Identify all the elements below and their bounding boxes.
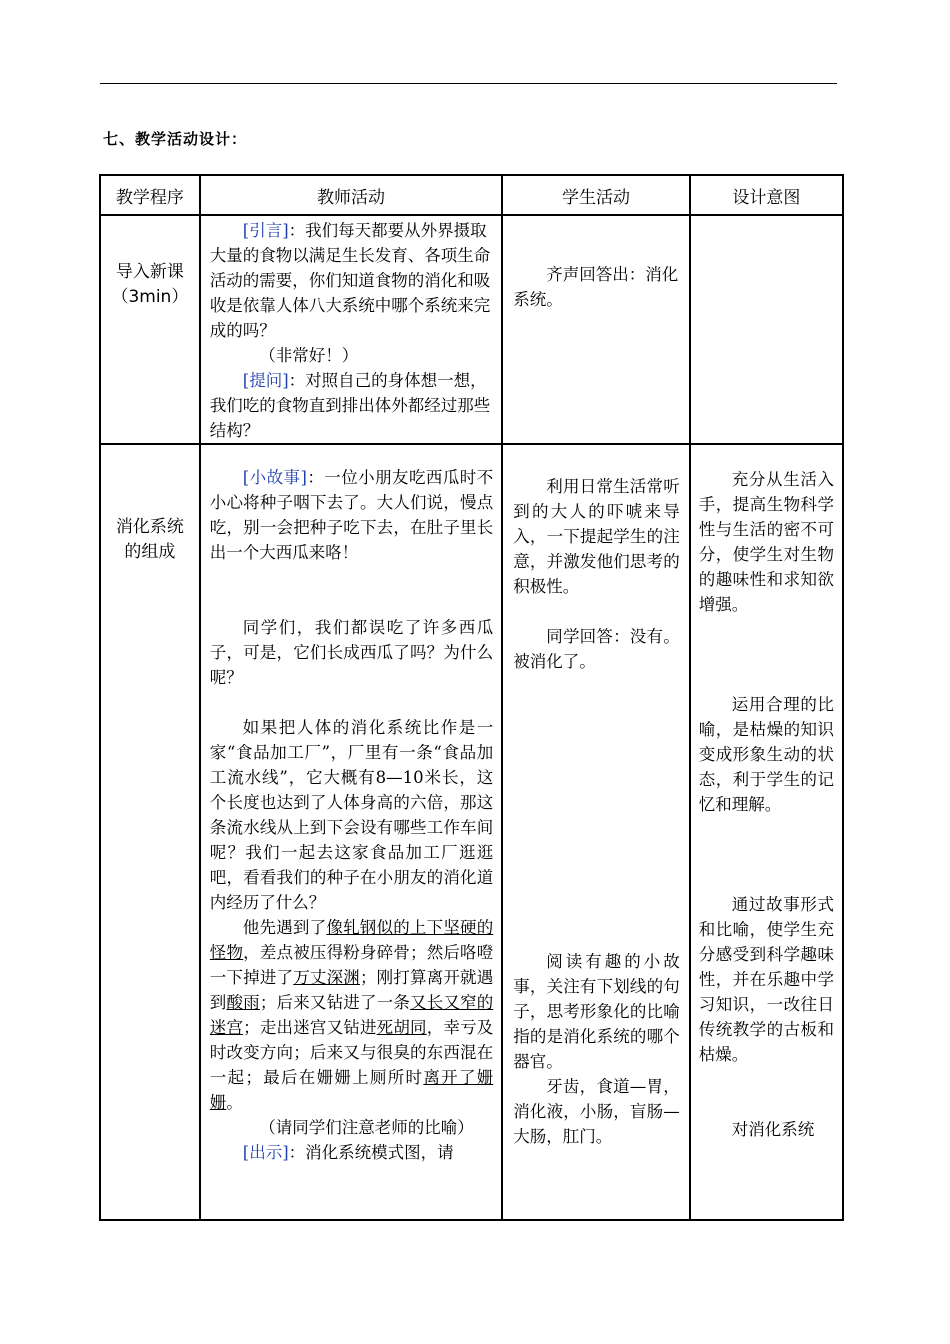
journey-text: ；后来又钻进了一条 — [259, 993, 411, 1012]
stage-duration: （3min） — [111, 287, 189, 307]
stage-cell-composition — [100, 444, 200, 1220]
design-note-3: 通过故事形式和比喻，使学生充分感受到科学趣味性，并在乐趣中学习知识，一改往日传统教学的古板和枯燥。 — [698, 895, 834, 1064]
teacher-activity-cell — [200, 444, 502, 1220]
note-text: （请同学们注意老师的比喻） — [259, 1118, 474, 1137]
show-paragraph — [210, 1140, 493, 1165]
design-note-4: 对消化系统 — [731, 1120, 815, 1139]
design-note-1: 充分从生活入手，提高生物科学性与生活的密不可分，使学生对生物的趣味性和求知欲增强。 — [698, 470, 834, 614]
header-teacher-activity: 教师活动 — [200, 175, 502, 215]
table-header-row — [100, 175, 843, 215]
student-answer: 齐声回答出：消化系统。 — [513, 265, 679, 309]
underlined-esophagus: 万丈深渊 — [293, 968, 360, 987]
teacher-activity-cell — [200, 215, 502, 444]
analogy-paragraph: 如果把人体的消化系统比作是一家“食品加工厂”，厂里有一条“食品加工流水线”，它大概有8—10米长，这个长度也达到了人体身高的六倍，那这条流水线从上到下会设有哪些工作车间呢？我们一起去这家食品加工厂逛逛吧，看看我们的种子在小朋友的消化道内经历了什么？ — [209, 718, 494, 912]
underlined-teeth: 像轧钢似的上下坚硬的怪物 — [209, 918, 494, 962]
tag-question: [提问] — [242, 371, 289, 390]
tag-intro: [引言] — [242, 221, 289, 240]
journey-text: 他先遇到了 — [242, 918, 327, 937]
underlined-cecum: 死胡同 — [376, 1018, 427, 1037]
tag-show: [出示] — [242, 1143, 289, 1162]
underlined-anus: 离开了姗姗 — [209, 1068, 494, 1112]
design-intent-cell — [690, 215, 843, 444]
design-intent-cell — [690, 444, 843, 1220]
table-row — [100, 444, 843, 1220]
journey-text: ；刚打算离开就遇到 — [209, 968, 494, 1012]
header-procedure: 教学程序 — [100, 175, 200, 215]
student-activity-cell — [502, 444, 690, 1220]
seed-question: 同学们，我们都误吃了许多西瓜子，可是，它们长成西瓜了吗？为什么呢？ — [209, 618, 494, 687]
journey-paragraph — [210, 915, 493, 1115]
table-row — [100, 215, 843, 444]
story-text: ：一位小朋友吃西瓜时不小心将种子咽下去了。大人们说，慢点吃，别一会把种子吃下去，在肚子里长出一个大西瓜来咯！ — [209, 468, 494, 562]
underlined-small-intestine: 又长又窄的迷宫 — [209, 993, 494, 1037]
header-rule — [100, 83, 837, 84]
journey-text: ，差点被压得粉身碎骨；然后咯噔一下掉进了 — [209, 943, 494, 987]
student-note-2: 同学回答：没有。被消化了。 — [513, 627, 680, 671]
stage-name-cont: 的组成 — [124, 542, 176, 562]
lesson-activity-table — [99, 174, 844, 1221]
show-text: ：消化系统模式图，请 — [288, 1143, 454, 1162]
story-paragraph — [210, 465, 493, 565]
underlined-stomach: 酸雨 — [226, 993, 260, 1012]
intro-paragraph — [210, 218, 493, 343]
student-activity-cell — [502, 215, 690, 444]
student-note-3: 阅读有趣的小故事，关注有下划线的句子，思考形象化的比喻指的是消化系统的哪个器官。 — [513, 952, 680, 1071]
question-text: ：对照自己的身体想一想，我们吃的食物直到排出体外都经过那些结构？ — [209, 371, 491, 440]
stage-name: 导入新课 — [115, 262, 184, 282]
stage-cell-intro — [100, 215, 200, 444]
section-title: 七、教学活动设计： — [103, 130, 248, 148]
question-paragraph — [210, 368, 493, 443]
student-note-1: 利用日常生活常听到的大人的吓唬来导入，一下提起学生的注意，并激发他们思考的积极性。 — [513, 477, 680, 596]
intro-text: ：我们每天都要从外界摄取大量的食物以满足生长发育、各项生命活动的需要，你们知道食物的消化和吸收是依靠人体八大系统中哪个系统来完成的吗？ — [209, 221, 491, 340]
header-student-activity: 学生活动 — [502, 175, 690, 215]
design-note-2: 运用合理的比喻，是枯燥的知识变成形象生动的状态，利于学生的记忆和理解。 — [698, 695, 834, 814]
journey-text: ；走出迷宫又钻进 — [243, 1018, 377, 1037]
journey-text: ，幸亏及时改变方向；后来又与很臭的东西混在一起；最后在姗姗上厕所时 — [209, 1018, 494, 1087]
praise-text: （非常好！） — [259, 346, 359, 365]
student-note-4: 牙齿，食道—胃，消化液，小肠，盲肠—大肠，肛门。 — [513, 1077, 680, 1146]
stage-name: 消化系统 — [115, 517, 184, 537]
journey-text: 。 — [226, 1093, 243, 1112]
header-design-intent: 设计意图 — [690, 175, 843, 215]
tag-story: [小故事] — [242, 468, 307, 487]
